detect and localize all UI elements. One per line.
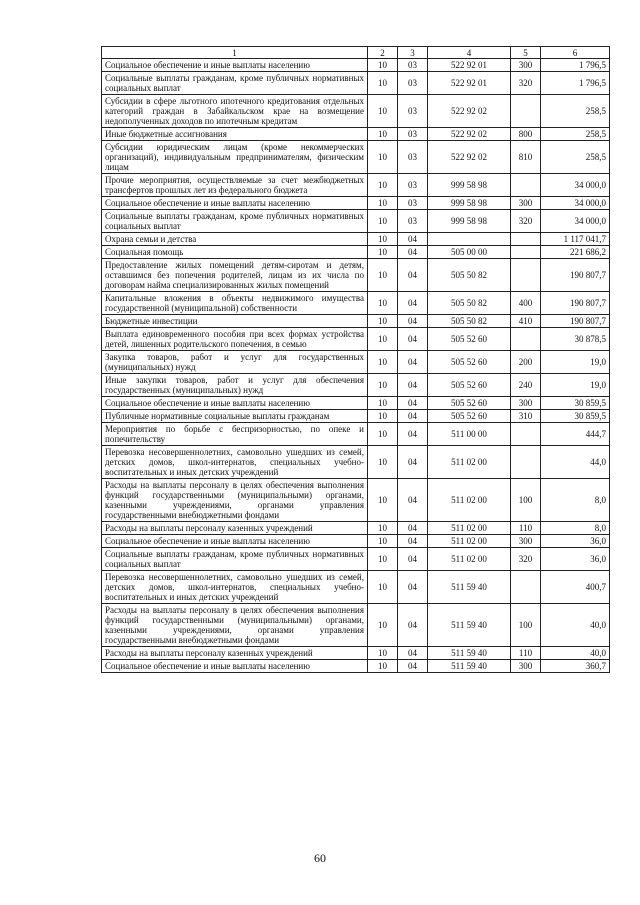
row-expense-type: 410 xyxy=(511,315,541,328)
row-subsection: 04 xyxy=(398,522,428,535)
header-row xyxy=(102,47,610,59)
row-section: 10 xyxy=(368,233,398,246)
row-amount: 1 117 041,7 xyxy=(541,233,610,246)
row-expense-type: 800 xyxy=(511,128,541,141)
row-target-article: 505 52 60 xyxy=(428,374,511,397)
row-subsection: 04 xyxy=(398,479,428,522)
table-row xyxy=(102,535,610,548)
row-target-article xyxy=(428,233,511,246)
row-section: 10 xyxy=(368,95,398,128)
row-expense-type: 100 xyxy=(511,604,541,647)
row-name: Социальные выплаты гражданам, кроме публичных нормативных социальных выплат xyxy=(102,548,368,571)
row-subsection: 04 xyxy=(398,446,428,479)
row-name: Социальное обеспечение и иные выплаты населению xyxy=(102,535,368,548)
row-section: 10 xyxy=(368,446,398,479)
row-target-article: 505 52 60 xyxy=(428,410,511,423)
row-amount: 444,7 xyxy=(541,423,610,446)
row-name: Социальное обеспечение и иные выплаты населению xyxy=(102,197,368,210)
row-name: Социальная помощь xyxy=(102,246,368,259)
row-name: Капитальные вложения в объекты недвижимого имущества государственной (муниципальной) собственности xyxy=(102,292,368,315)
row-subsection: 03 xyxy=(398,174,428,197)
table-row xyxy=(102,397,610,410)
row-subsection: 03 xyxy=(398,197,428,210)
row-name: Иные бюджетные ассигнования xyxy=(102,128,368,141)
table-row xyxy=(102,423,610,446)
row-expense-type xyxy=(511,423,541,446)
row-expense-type: 300 xyxy=(511,197,541,210)
row-expense-type xyxy=(511,95,541,128)
row-subsection: 04 xyxy=(398,410,428,423)
budget-table xyxy=(101,46,610,673)
row-subsection: 04 xyxy=(398,315,428,328)
row-subsection: 04 xyxy=(398,604,428,647)
row-target-article: 522 92 02 xyxy=(428,128,511,141)
table-row xyxy=(102,259,610,292)
row-amount: 258,5 xyxy=(541,128,610,141)
row-subsection: 04 xyxy=(398,328,428,351)
row-section: 10 xyxy=(368,410,398,423)
row-expense-type: 310 xyxy=(511,410,541,423)
row-expense-type xyxy=(511,246,541,259)
table-header xyxy=(102,47,610,59)
row-target-article: 505 00 00 xyxy=(428,246,511,259)
row-name: Закупка товаров, работ и услуг для государственных (муниципальных) нужд xyxy=(102,351,368,374)
row-expense-type xyxy=(511,174,541,197)
header-col-target-article: 4 xyxy=(428,47,511,59)
row-amount: 30 878,5 xyxy=(541,328,610,351)
row-subsection: 04 xyxy=(398,246,428,259)
row-subsection: 04 xyxy=(398,397,428,410)
row-target-article: 999 58 98 xyxy=(428,174,511,197)
row-section: 10 xyxy=(368,72,398,95)
row-subsection: 03 xyxy=(398,59,428,72)
row-target-article: 999 58 98 xyxy=(428,210,511,233)
row-target-article: 505 52 60 xyxy=(428,351,511,374)
row-name: Субсидии в сфере льготного ипотечного кредитования отдельных категорий граждан в Забайкальском крае на возмещение недополученных доходов по ипотечным кредитам xyxy=(102,95,368,128)
row-amount: 30 859,5 xyxy=(541,410,610,423)
row-amount: 258,5 xyxy=(541,141,610,174)
table-row xyxy=(102,246,610,259)
row-subsection: 03 xyxy=(398,128,428,141)
row-target-article: 505 50 82 xyxy=(428,259,511,292)
table-row xyxy=(102,374,610,397)
row-subsection: 04 xyxy=(398,292,428,315)
table-row xyxy=(102,571,610,604)
row-section: 10 xyxy=(368,141,398,174)
table-row xyxy=(102,315,610,328)
row-target-article: 511 59 40 xyxy=(428,647,511,660)
row-target-article: 511 59 40 xyxy=(428,660,511,673)
row-amount: 190 807,7 xyxy=(541,315,610,328)
row-amount: 1 796,5 xyxy=(541,72,610,95)
row-section: 10 xyxy=(368,647,398,660)
row-expense-type: 300 xyxy=(511,535,541,548)
row-section: 10 xyxy=(368,374,398,397)
table-row xyxy=(102,604,610,647)
row-amount: 190 807,7 xyxy=(541,259,610,292)
row-subsection: 04 xyxy=(398,233,428,246)
row-expense-type xyxy=(511,259,541,292)
row-subsection: 04 xyxy=(398,423,428,446)
row-section: 10 xyxy=(368,210,398,233)
table-row xyxy=(102,95,610,128)
row-section: 10 xyxy=(368,197,398,210)
header-col-expense-type: 5 xyxy=(511,47,541,59)
table-row xyxy=(102,233,610,246)
row-section: 10 xyxy=(368,397,398,410)
table-row xyxy=(102,292,610,315)
table-row xyxy=(102,197,610,210)
row-target-article: 511 02 00 xyxy=(428,535,511,548)
row-amount: 190 807,7 xyxy=(541,292,610,315)
table-row xyxy=(102,522,610,535)
row-expense-type: 300 xyxy=(511,397,541,410)
row-target-article: 511 02 00 xyxy=(428,446,511,479)
table-row xyxy=(102,660,610,673)
table-row xyxy=(102,174,610,197)
row-amount: 44,0 xyxy=(541,446,610,479)
row-name: Бюджетные инвестиции xyxy=(102,315,368,328)
table-row xyxy=(102,210,610,233)
row-name: Иные закупки товаров, работ и услуг для обеспечения государственных (муниципальных) нужд xyxy=(102,374,368,397)
row-target-article: 511 59 40 xyxy=(428,604,511,647)
row-subsection: 04 xyxy=(398,535,428,548)
row-subsection: 04 xyxy=(398,571,428,604)
row-amount: 258,5 xyxy=(541,95,610,128)
row-amount: 19,0 xyxy=(541,374,610,397)
row-target-article: 511 02 00 xyxy=(428,479,511,522)
row-expense-type: 320 xyxy=(511,72,541,95)
row-name: Социальные выплаты гражданам, кроме публичных нормативных социальных выплат xyxy=(102,72,368,95)
row-target-article: 511 02 00 xyxy=(428,522,511,535)
row-name: Социальные выплаты гражданам, кроме публичных нормативных социальных выплат xyxy=(102,210,368,233)
row-subsection: 04 xyxy=(398,548,428,571)
row-amount: 19,0 xyxy=(541,351,610,374)
row-amount: 221 686,2 xyxy=(541,246,610,259)
row-amount: 360,7 xyxy=(541,660,610,673)
row-section: 10 xyxy=(368,315,398,328)
table-row xyxy=(102,72,610,95)
row-expense-type: 200 xyxy=(511,351,541,374)
row-name: Социальное обеспечение и иные выплаты населению xyxy=(102,660,368,673)
row-name: Расходы на выплаты персоналу казенных учреждений xyxy=(102,522,368,535)
row-name: Перевозка несовершеннолетних, самовольно ушедших из семей, детских домов, школ-интернатов, специальных учебно-воспитательных и иных детских учреждений xyxy=(102,446,368,479)
row-subsection: 04 xyxy=(398,660,428,673)
table-row xyxy=(102,351,610,374)
table-row xyxy=(102,410,610,423)
row-subsection: 03 xyxy=(398,210,428,233)
row-subsection: 04 xyxy=(398,374,428,397)
row-section: 10 xyxy=(368,522,398,535)
table-row xyxy=(102,141,610,174)
row-section: 10 xyxy=(368,423,398,446)
row-name: Расходы на выплаты персоналу в целях обеспечения выполнения функций государственными (муниципальными) органами, казенными учреждениями, органами управления государственными внебюджетными фондами xyxy=(102,479,368,522)
row-section: 10 xyxy=(368,246,398,259)
table-row xyxy=(102,128,610,141)
header-col-section: 2 xyxy=(368,47,398,59)
row-section: 10 xyxy=(368,328,398,351)
table-body xyxy=(102,59,610,673)
row-amount: 36,0 xyxy=(541,548,610,571)
row-expense-type xyxy=(511,446,541,479)
row-amount: 1 796,5 xyxy=(541,59,610,72)
table-row xyxy=(102,328,610,351)
row-target-article: 505 52 60 xyxy=(428,397,511,410)
row-name: Социальное обеспечение и иные выплаты населению xyxy=(102,59,368,72)
row-amount: 34 000,0 xyxy=(541,174,610,197)
row-section: 10 xyxy=(368,174,398,197)
row-section: 10 xyxy=(368,59,398,72)
table-row xyxy=(102,647,610,660)
table-row xyxy=(102,479,610,522)
row-subsection: 04 xyxy=(398,259,428,292)
row-expense-type: 110 xyxy=(511,647,541,660)
row-section: 10 xyxy=(368,535,398,548)
row-section: 10 xyxy=(368,479,398,522)
table-row xyxy=(102,446,610,479)
row-expense-type: 320 xyxy=(511,210,541,233)
table-row xyxy=(102,548,610,571)
row-subsection: 03 xyxy=(398,95,428,128)
row-target-article: 505 50 82 xyxy=(428,292,511,315)
row-section: 10 xyxy=(368,604,398,647)
row-name: Предоставление жилых помещений детям-сиротам и детям, оставшимся без попечения родителей, лицам из их числа по договорам найма специализированных жилых помещений xyxy=(102,259,368,292)
row-expense-type: 240 xyxy=(511,374,541,397)
row-name: Прочие мероприятия, осуществляемые за счет межбюджетных трансфертов прошлых лет из федерального бюджета xyxy=(102,174,368,197)
row-amount: 40,0 xyxy=(541,604,610,647)
row-target-article: 999 58 98 xyxy=(428,197,511,210)
row-target-article: 511 02 00 xyxy=(428,548,511,571)
row-amount: 400,7 xyxy=(541,571,610,604)
header-col-amount: 6 xyxy=(541,47,610,59)
row-target-article: 505 52 60 xyxy=(428,328,511,351)
row-section: 10 xyxy=(368,660,398,673)
row-expense-type: 400 xyxy=(511,292,541,315)
row-target-article: 511 59 40 xyxy=(428,571,511,604)
row-section: 10 xyxy=(368,259,398,292)
row-amount: 8,0 xyxy=(541,522,610,535)
row-section: 10 xyxy=(368,548,398,571)
row-subsection: 04 xyxy=(398,351,428,374)
row-amount: 8,0 xyxy=(541,479,610,522)
row-expense-type xyxy=(511,233,541,246)
row-amount: 34 000,0 xyxy=(541,210,610,233)
row-amount: 36,0 xyxy=(541,535,610,548)
header-col-subsection: 3 xyxy=(398,47,428,59)
row-target-article: 522 92 02 xyxy=(428,141,511,174)
row-section: 10 xyxy=(368,351,398,374)
header-col-name: 1 xyxy=(102,47,368,59)
row-expense-type: 320 xyxy=(511,548,541,571)
row-name: Охрана семьи и детства xyxy=(102,233,368,246)
row-subsection: 03 xyxy=(398,141,428,174)
row-expense-type: 810 xyxy=(511,141,541,174)
row-expense-type xyxy=(511,328,541,351)
row-name: Расходы на выплаты персоналу в целях обеспечения выполнения функций государственными (муниципальными) органами, казенными учреждениями, органами управления государственными внебюджетными фондами xyxy=(102,604,368,647)
row-name: Социальное обеспечение и иные выплаты населению xyxy=(102,397,368,410)
row-name: Мероприятия по борьбе с беспризорностью, по опеке и попечительству xyxy=(102,423,368,446)
row-amount: 34 000,0 xyxy=(541,197,610,210)
row-name: Выплата единовременного пособия при всех формах устройства детей, лишенных родительского попечения, в семью xyxy=(102,328,368,351)
row-target-article: 522 92 01 xyxy=(428,72,511,95)
row-subsection: 03 xyxy=(398,72,428,95)
row-name: Публичные нормативные социальные выплаты гражданам xyxy=(102,410,368,423)
row-name: Субсидии юридическим лицам (кроме некоммерческих организаций), индивидуальным предпринимателям, физическим лицам xyxy=(102,141,368,174)
row-expense-type: 100 xyxy=(511,479,541,522)
row-target-article: 522 92 01 xyxy=(428,59,511,72)
row-expense-type xyxy=(511,571,541,604)
table-row xyxy=(102,59,610,72)
row-expense-type: 300 xyxy=(511,660,541,673)
row-name: Расходы на выплаты персоналу казенных учреждений xyxy=(102,647,368,660)
page-number: 60 xyxy=(314,851,326,865)
row-target-article: 505 50 82 xyxy=(428,315,511,328)
row-name: Перевозка несовершеннолетних, самовольно ушедших из семей, детских домов, школ-интернатов, специальных учебно-воспитательных и иных детских учреждений xyxy=(102,571,368,604)
row-subsection: 04 xyxy=(398,647,428,660)
row-target-article: 511 00 00 xyxy=(428,423,511,446)
row-section: 10 xyxy=(368,571,398,604)
row-amount: 40,0 xyxy=(541,647,610,660)
row-target-article: 522 92 02 xyxy=(428,95,511,128)
row-amount: 30 859,5 xyxy=(541,397,610,410)
row-expense-type: 110 xyxy=(511,522,541,535)
row-section: 10 xyxy=(368,292,398,315)
row-expense-type: 300 xyxy=(511,59,541,72)
row-section: 10 xyxy=(368,128,398,141)
